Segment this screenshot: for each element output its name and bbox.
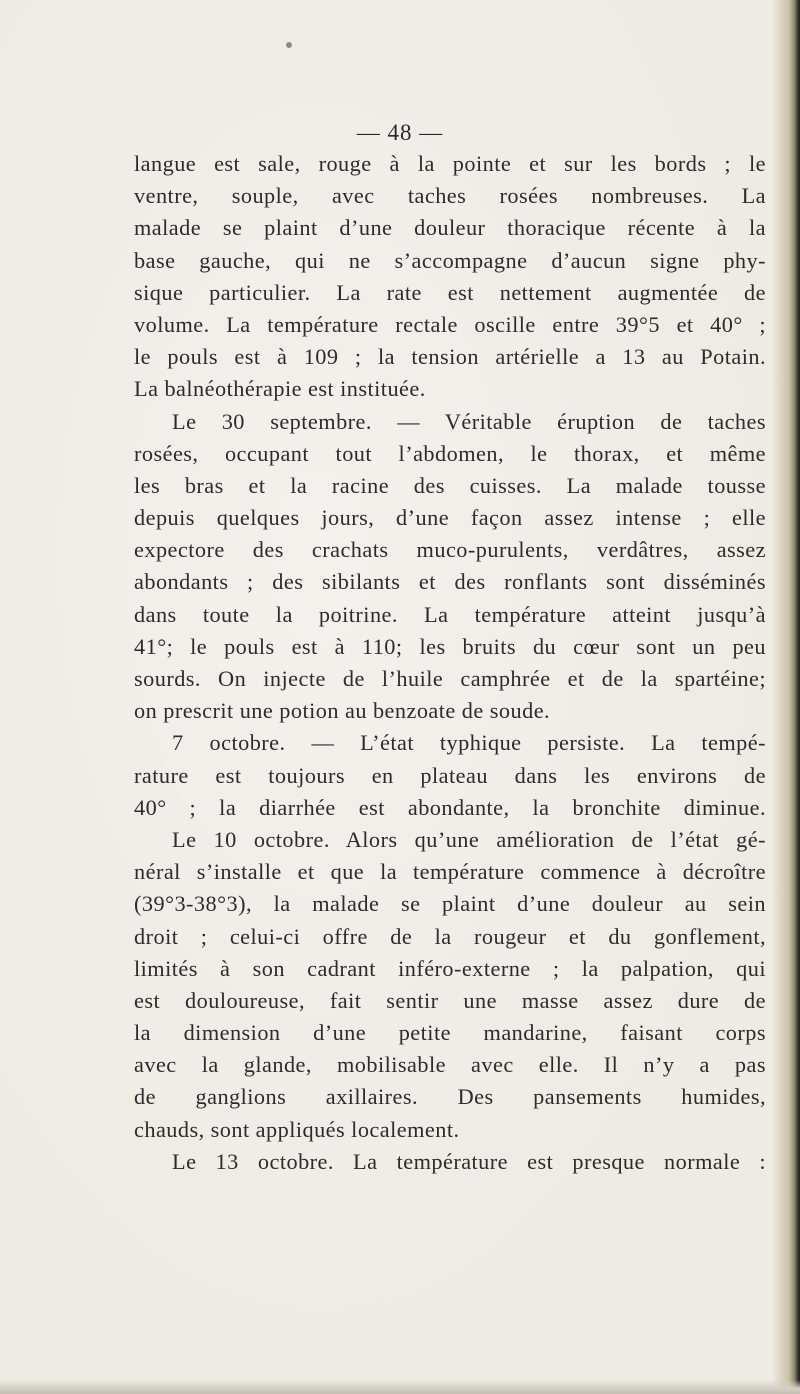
text-line: abondants ; des sibilants et des ronflants sont disséminés — [134, 569, 766, 595]
text-line: rature est toujours en plateau dans les environs de — [134, 762, 766, 788]
text-line: expectore des crachats muco-purulents, verdâtres, assez — [134, 537, 766, 563]
text-line: Le 30 septembre. — Véritable éruption de taches — [172, 408, 766, 434]
text-line: malade se plaint d’une douleur thoracique récente à la — [134, 215, 766, 241]
text-line: dans toute la poitrine. La température atteint jusqu’à — [134, 601, 766, 627]
text-line: rosées, occupant tout l’abdomen, le thorax, et même — [134, 440, 766, 466]
text-line: depuis quelques jours, d’une façon assez intense ; elle — [134, 505, 766, 531]
text-line: Le 13 octobre. La température est presque normale : — [172, 1148, 766, 1174]
text-line: est douloureuse, fait sentir une masse assez dure de — [134, 987, 766, 1013]
text-line: les bras et la racine des cuisses. La malade tousse — [134, 472, 766, 498]
text-line: limités à son cadrant inféro-externe ; la palpation, qui — [134, 955, 766, 981]
text-line: langue est sale, rouge à la pointe et sur les bords ; le — [134, 151, 766, 176]
page-binding-edge — [772, 0, 800, 1394]
text-line: chauds, sont appliqués localement. — [134, 1116, 460, 1142]
text-line: on prescrit une potion au benzoate de soude. — [134, 698, 551, 724]
text-line: Le 10 octobre. Alors qu’une amélioration de l’état gé- — [172, 826, 766, 852]
text-line: 7 octobre. — L’état typhique persiste. La tempé- — [172, 730, 766, 756]
text-line: sique particulier. La rate est nettement augmentée de — [134, 279, 766, 305]
text-line: 41°; le pouls est à 110; les bruits du cœur sont un peu — [134, 633, 766, 659]
text-line: la dimension d’une petite mandarine, faisant corps — [134, 1020, 766, 1046]
text-line: base gauche, qui ne s’accompagne d’aucun signe phy- — [134, 247, 766, 273]
ink-speck — [286, 42, 292, 48]
text-line: ventre, souple, avec taches rosées nombreuses. La — [134, 183, 766, 209]
text-line: sourds. On injecte de l’huile camphrée et de la spartéine; — [134, 666, 766, 691]
body-text — [134, 148, 766, 1178]
page-number: — 48 — — [356, 120, 444, 145]
text-line: La balnéothérapie est instituée. — [134, 376, 426, 402]
page-bottom-edge — [0, 1380, 800, 1394]
text-line: 40° ; la diarrhée est abondante, la bronchite diminue. — [134, 794, 766, 820]
text-line: droit ; celui-ci offre de la rougeur et du gonflement, — [134, 923, 766, 949]
text-line: de ganglions axillaires. Des pansements humides, — [134, 1084, 766, 1110]
text-line: volume. La température rectale oscille entre 39°5 et 40° ; — [134, 311, 766, 337]
text-line: (39°3-38°3), la malade se plaint d’une douleur au sein — [134, 891, 766, 917]
text-line: le pouls est à 109 ; la tension artérielle a 13 au Potain. — [134, 344, 766, 370]
text-line: avec la glande, mobilisable avec elle. Il n’y a pas — [134, 1052, 766, 1078]
text-line: néral s’installe et que la température commence à décroître — [134, 859, 766, 885]
